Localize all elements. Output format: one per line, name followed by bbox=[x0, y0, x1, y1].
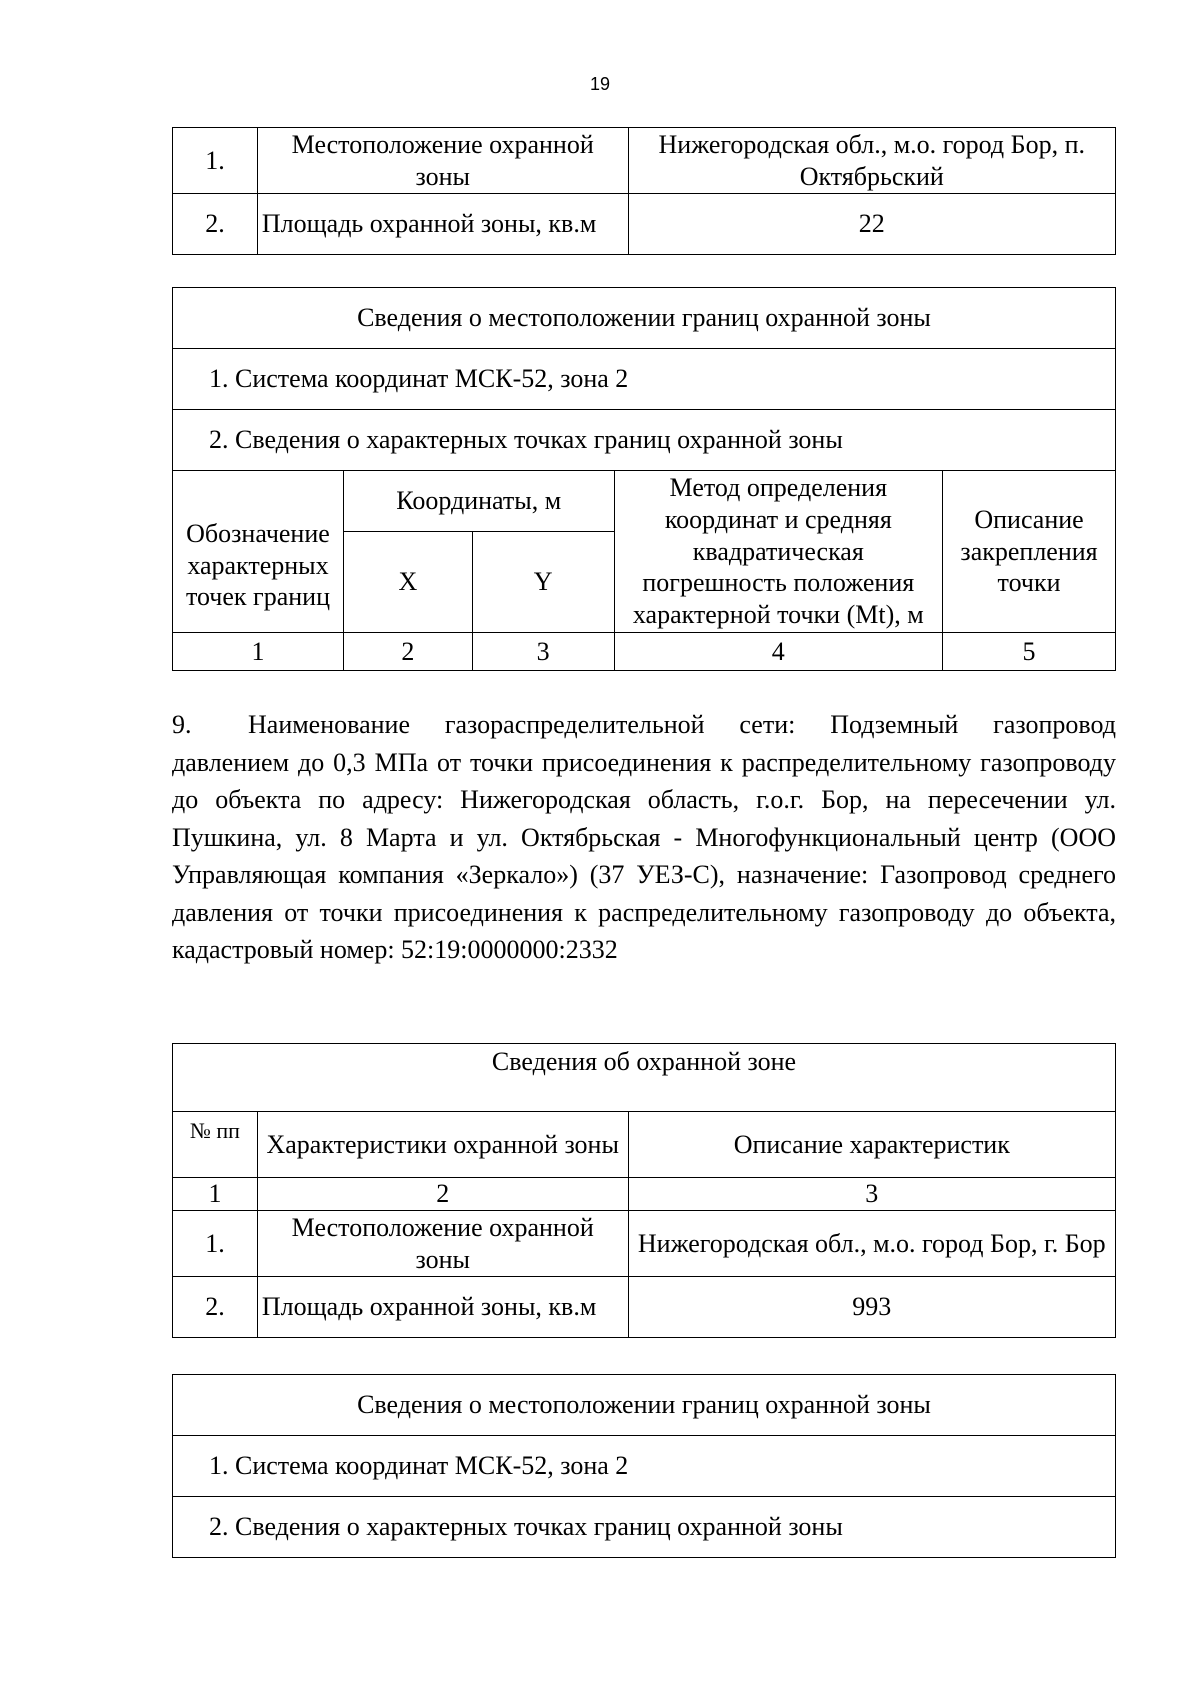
gas-network-paragraph bbox=[172, 706, 1116, 969]
column-header-number: № пп bbox=[173, 1112, 258, 1178]
table-title: Сведения об охранной зоне bbox=[173, 1044, 1116, 1112]
page-number: 19 bbox=[589, 74, 611, 94]
boundary-location-table-2 bbox=[172, 1374, 1116, 1558]
characteristic-value: 993 bbox=[628, 1277, 1115, 1338]
column-header-x: X bbox=[343, 532, 472, 633]
table-title: Сведения о местоположении границ охранной зоны bbox=[173, 1375, 1116, 1436]
row-number: 1. bbox=[173, 128, 258, 194]
table-row bbox=[173, 194, 1116, 255]
characteristic-label: Местоположение охранной зоны bbox=[257, 1211, 628, 1277]
characteristic-value: Нижегородская обл., м.о. город Бор, г. Бор bbox=[628, 1211, 1115, 1277]
protection-zone-info-table-1 bbox=[172, 127, 1116, 255]
protection-zone-info-table-2 bbox=[172, 1043, 1116, 1338]
table-row bbox=[173, 1044, 1116, 1112]
column-number: 3 bbox=[472, 633, 614, 671]
table-row bbox=[173, 128, 1116, 194]
row-number: 1. bbox=[173, 1211, 258, 1277]
column-number: 2 bbox=[257, 1178, 628, 1211]
column-header-method: Метод определения координат и средняя квадратическая погрешность положения характерной точки (Mt), м bbox=[614, 471, 943, 633]
boundary-location-table-1 bbox=[172, 287, 1116, 671]
table-row bbox=[173, 1497, 1116, 1558]
table-header-row bbox=[173, 1112, 1116, 1178]
column-number: 1 bbox=[173, 1178, 258, 1211]
column-header-characteristic: Характеристики охранной зоны bbox=[257, 1112, 628, 1178]
column-header-description: Описание характеристик bbox=[628, 1112, 1115, 1178]
table-header-row bbox=[173, 471, 1116, 532]
coordinate-system: 1. Система координат МСК-52, зона 2 bbox=[173, 349, 1116, 410]
table-row bbox=[173, 1277, 1116, 1338]
table-title: Сведения о местоположении границ охранной зоны bbox=[173, 288, 1116, 349]
column-number-row bbox=[173, 633, 1116, 671]
column-number: 4 bbox=[614, 633, 943, 671]
boundary-points-heading: 2. Сведения о характерных точках границ охранной зоны bbox=[173, 410, 1116, 471]
characteristic-label: Площадь охранной зоны, кв.м bbox=[257, 194, 628, 255]
column-number: 5 bbox=[943, 633, 1116, 671]
table-row bbox=[173, 288, 1116, 349]
column-number: 1 bbox=[173, 633, 344, 671]
column-number: 3 bbox=[628, 1178, 1115, 1211]
characteristic-value: Нижегородская обл., м.о. город Бор, п. Октябрьский bbox=[628, 128, 1115, 194]
column-number: 2 bbox=[343, 633, 472, 671]
characteristic-label: Площадь охранной зоны, кв.м bbox=[257, 1277, 628, 1338]
boundary-points-heading: 2. Сведения о характерных точках границ охранной зоны bbox=[173, 1497, 1116, 1558]
row-number: 2. bbox=[173, 194, 258, 255]
row-number: 2. bbox=[173, 1277, 258, 1338]
column-header-description: Описание закрепления точки bbox=[943, 471, 1116, 633]
coordinate-system: 1. Система координат МСК-52, зона 2 bbox=[173, 1436, 1116, 1497]
characteristic-label: Местоположение охранной зоны bbox=[257, 128, 628, 194]
characteristic-value: 22 bbox=[628, 194, 1115, 255]
table-row bbox=[173, 1375, 1116, 1436]
paragraph-text: Наименование газораспределительной сети: Подземный газопровод давлением до 0,3 МПа от точки присоединения к распределительному газопроводу до объекта по адресу: Нижегородская область, г.о.г. Бор, на пересечении ул. Пушкина, ул. 8 Марта и ул. Октябрьская - Многофункциональный центр (ООО Управляющая компания «Зеркало») (37 УЕЗ-С), назначение: Газопровод среднего давления от точки присоединения к распределительному газопроводу до объекта, кадастровый номер: 52:19:0000000:2332 bbox=[172, 710, 1116, 964]
column-number-row bbox=[173, 1178, 1116, 1211]
column-header-y: Y bbox=[472, 532, 614, 633]
table-row bbox=[173, 410, 1116, 471]
table-row bbox=[173, 1211, 1116, 1277]
column-header-designation: Обозначение характерных точек границ bbox=[173, 471, 344, 633]
paragraph-number: 9. bbox=[172, 710, 192, 739]
column-header-coordinates: Координаты, м bbox=[343, 471, 614, 532]
table-row bbox=[173, 1436, 1116, 1497]
table-row bbox=[173, 349, 1116, 410]
